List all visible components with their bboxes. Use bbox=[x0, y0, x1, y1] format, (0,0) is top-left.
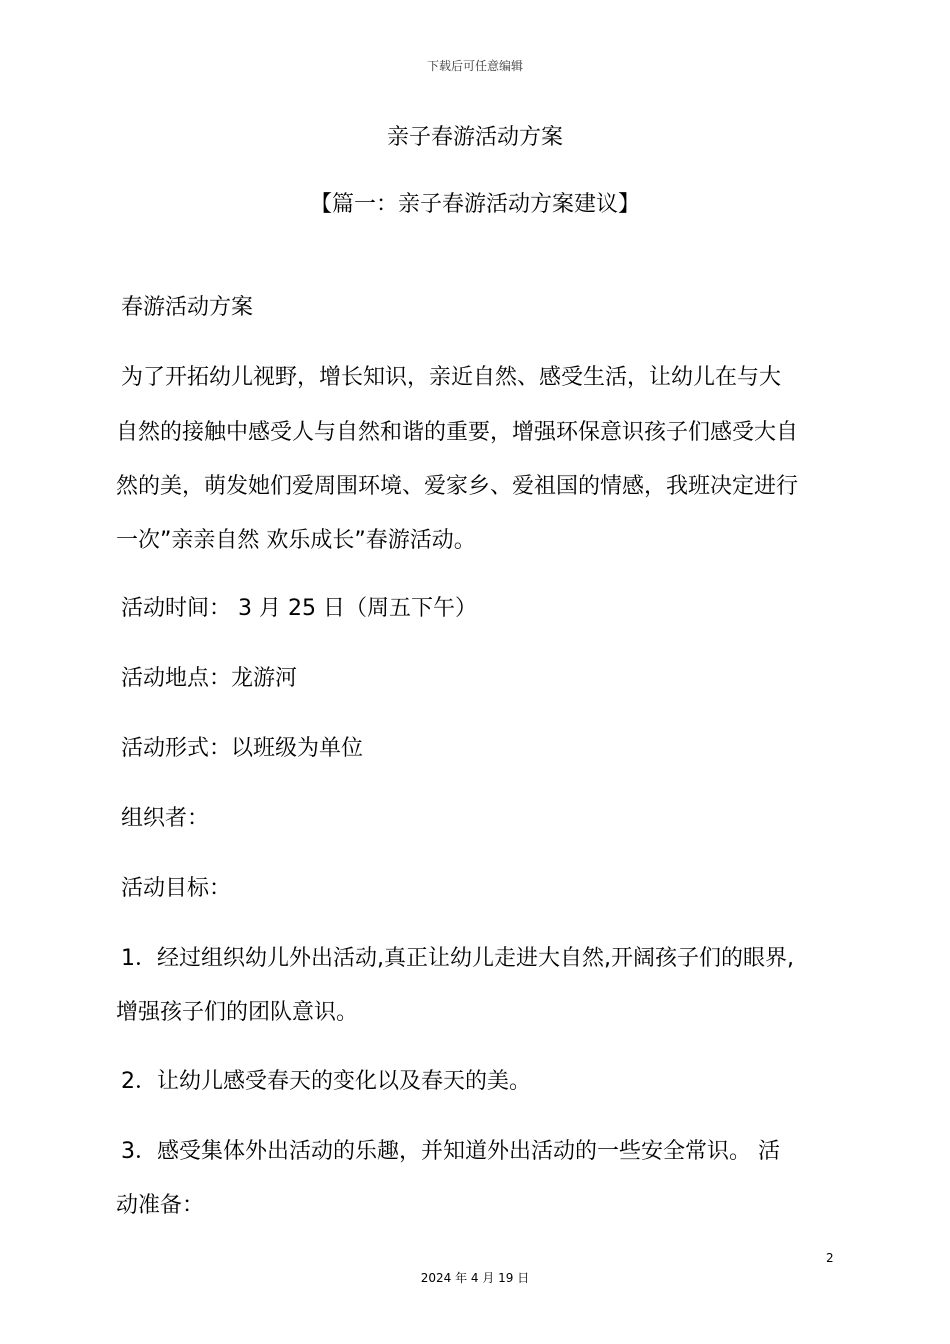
intro-line-3: 然的美，萌发她们爱周围环境、爱家乡、爱祖国的情感，我班决定进行 bbox=[116, 474, 799, 499]
activity-place: 活动地点：龙游河 bbox=[121, 666, 298, 691]
intro-line-1: 为了开拓幼儿视野，增长知识，亲近自然、感受生活，让幼儿在与大 bbox=[121, 365, 782, 390]
page-number: 2 bbox=[826, 1251, 834, 1265]
section-heading: 春游活动方案 bbox=[121, 295, 254, 320]
activity-time: 活动时间： 3 月 25 日（周五下午） bbox=[121, 596, 477, 621]
goal-2: 2．让幼儿感受春天的变化以及春天的美。 bbox=[121, 1069, 531, 1094]
goal-1-line-2: 增强孩子们的团队意识。 bbox=[116, 1000, 359, 1025]
goal-3-line-2: 动准备： bbox=[116, 1193, 205, 1218]
goals-heading: 活动目标： bbox=[121, 876, 232, 901]
intro-line-2: 自然的接触中感受人与自然和谐的重要，增强环保意识孩子们感受大自 bbox=[116, 420, 799, 445]
organizer: 组织者： bbox=[121, 806, 210, 831]
goal-1-line-1: 1．经过组织幼儿外出活动,真正让幼儿走进大自然,开阔孩子们的眼界, bbox=[121, 946, 794, 971]
document-subtitle: 【篇一：亲子春游活动方案建议】 bbox=[309, 192, 640, 217]
footer-date: 2024 年 4 月 19 日 bbox=[420, 1271, 530, 1285]
activity-form: 活动形式：以班级为单位 bbox=[121, 736, 364, 761]
intro-line-4: 一次”亲亲自然 欢乐成长”春游活动。 bbox=[116, 528, 476, 553]
header-note: 下载后可任意编辑 bbox=[426, 59, 523, 73]
goal-3-line-1: 3．感受集体外出活动的乐趣，并知道外出活动的一些安全常识。 活 bbox=[121, 1139, 780, 1164]
document-title: 亲子春游活动方案 bbox=[386, 125, 563, 150]
